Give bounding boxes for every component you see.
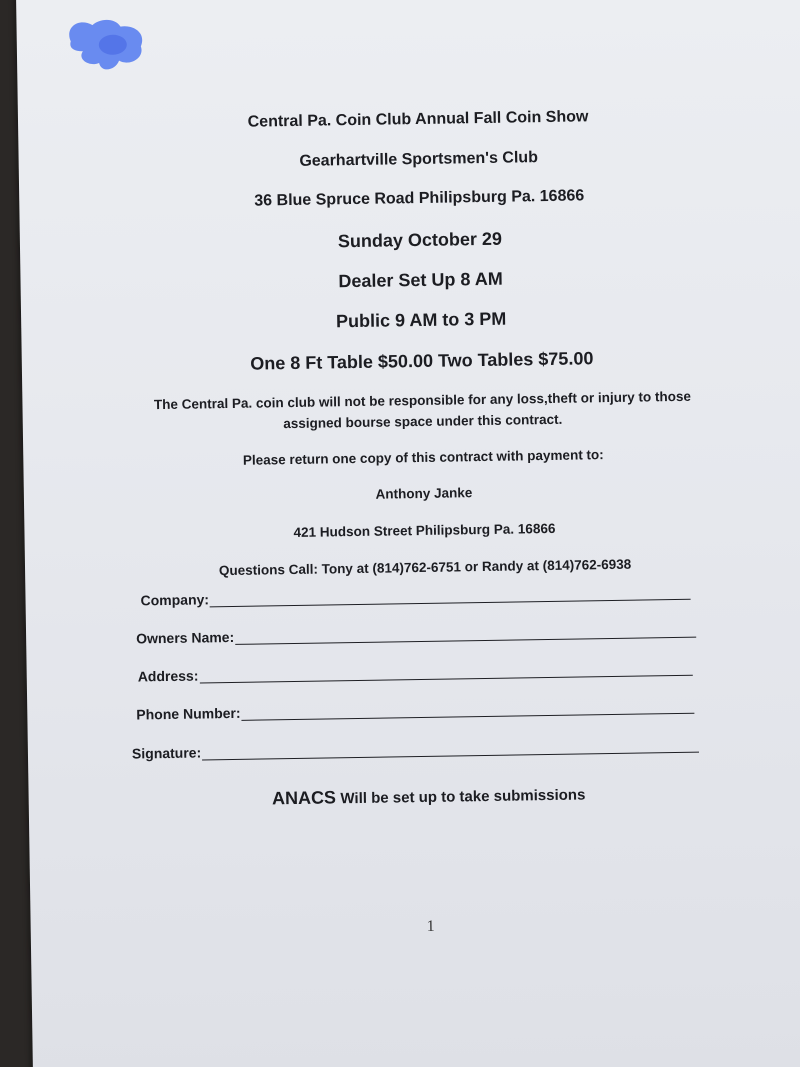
phone-number-line[interactable] [241,699,694,721]
page-number: 1 [426,917,435,935]
signature-field[interactable] [132,737,699,762]
owners-name-line[interactable] [235,623,696,645]
contact-address: 421 Hudson Street Philipsburg Pa. 16866 [293,520,556,540]
redaction-mark [62,14,153,75]
contract-sheet [16,0,800,1067]
signature-label: Signature: [131,744,202,762]
company-line[interactable] [210,585,691,608]
venue-name: Gearhartville Sportsmen's Club [299,149,539,170]
contact-name: Anthony Janke [375,485,473,502]
anacs-notice [29,780,800,814]
address-label: Address: [137,667,199,685]
company-field[interactable] [140,584,690,609]
signature-line[interactable] [202,738,699,761]
address-field[interactable] [138,660,693,685]
liability-disclaimer [122,385,723,436]
address-line[interactable] [199,661,692,684]
event-title: Central Pa. Coin Club Annual Fall Coin Show [247,108,589,131]
disclaimer-line-1: The Central Pa. coin club will not be responsible for any loss,theft or injury to those [153,388,692,413]
questions-phone: Questions Call: Tony at (814)762-6751 or Randy at (814)762-6938 [218,556,632,579]
company-label: Company: [140,591,210,609]
disclaimer-line-2: assigned bourse space under this contract. [283,411,563,432]
dealer-setup-time: Dealer Set Up 8 AM [338,268,503,292]
public-hours: Public 9 AM to 3 PM [335,308,507,332]
return-instruction: Please return one copy of this contract with payment to: [242,447,604,468]
venue-address: 36 Blue Spruce Road Philipsburg Pa. 16866 [254,187,585,210]
event-date: Sunday October 29 [337,228,503,252]
table-pricing: One 8 Ft Table $50.00 Two Tables $75.00 [250,348,594,374]
owners-name-field[interactable] [136,622,696,647]
anacs-brand: ANACS [271,787,337,809]
owners-name-label: Owners Name: [136,628,235,647]
anacs-text: Will be set up to take submissions [340,786,586,808]
phone-number-field[interactable] [136,698,694,723]
phone-number-label: Phone Number: [136,704,241,723]
